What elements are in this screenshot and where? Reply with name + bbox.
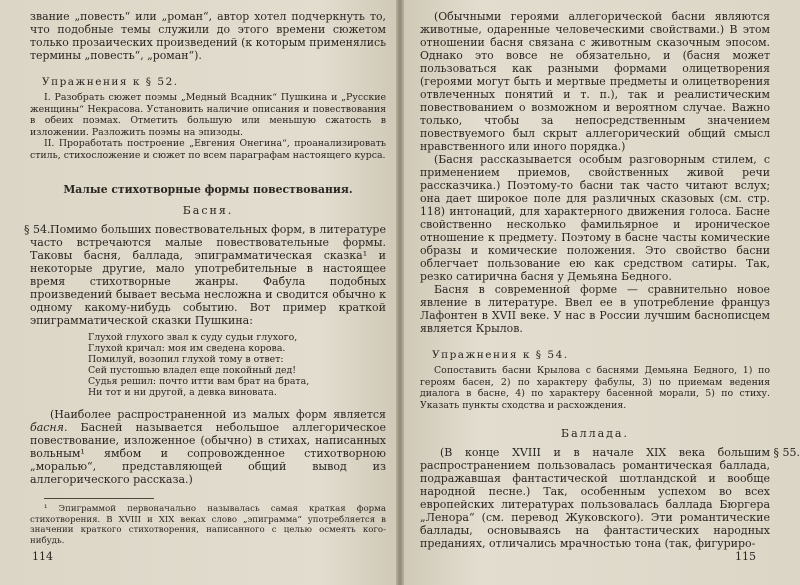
- fable-term: басня: [30, 421, 64, 434]
- exercise-52-item-1: I. Разобрать сюжет поэмы „Медный Всадник“ Пушкина и „Русские женщины“ Некрасова. Установить наличие описания и повествования в обеих поэмах. Отметить большую или меньшую сжатость в изложении. Разложить поэмы на эпизоды.: [30, 92, 386, 138]
- fable-definition-rest: . Басней называется небольшое аллегорическое повествование, изложенное (обычно) в стихах, написанных вольным¹ ямбом и сопровожденное стихотворною „моралью“, представляющей общий вывод из аллегорического рассказа.): [30, 421, 386, 486]
- exercise-54-text: Сопоставить басни Крылова с баснями Демьяна Бедного, 1) по героям басен, 2) по характеру фабулы, 3) по приемам ведения диалога в басне, 4) по характеру басенной морали, 5) по стиху. Указать пункты сходства и расхождения.: [420, 365, 770, 411]
- intro-paragraph: звание „повесть“ или „роман“, автор хотел подчеркнуть то, что подобные темы служили до этого времени сюжетом только прозаических произведений (к которым применялись термины „повесть“, „роман“).: [30, 10, 386, 62]
- paragraph-55: [420, 446, 800, 550]
- subsection-heading-fable: Басня.: [182, 204, 234, 217]
- footnote: ¹ Эпиграммой первоначально называлась самая краткая форма стихотворения. В XVIII и XIX веках слово „эпиграмма“ употребляется в значении краткого стихотворения, написанного с целью осмеять кого-нибудь.: [30, 504, 386, 546]
- ballad-text: (В конце XVIII и в начале XIX века большим распространением пользовалась романтическая баллада, подражавшая фантастической шотландской и вообще народной песне.) Так, особенным успехом во всех европейских литературах пользовалась баллада Бюргера „Ленора“ (см. перевод Жуковского). Эти романтические баллады, основываясь на фантастических народных преданиях, отличались мрачностью тона (так, фигуриро-: [420, 446, 770, 550]
- paragraph-number: § 54.: [24, 223, 51, 236]
- fable-definition-start: (Наиболее распространенной из малых форм является: [50, 408, 386, 421]
- poem-line: Ни тот и ни другой, а девка виновата.: [88, 387, 277, 398]
- poem-line: Глухой глухого звал к суду судьи глухого,: [88, 332, 298, 343]
- poem-line: Судья решил: почто итти вам брат на брата,: [88, 376, 310, 387]
- right-page: [400, 0, 800, 585]
- paragraph-54: [24, 223, 386, 327]
- fable-definition: [30, 408, 386, 486]
- paragraph-number: § 55.: [773, 446, 800, 459]
- exercise-52-item-2: II. Проработать построение „Евгения Онегина“, проанализировать стиль, стихосложение и сюжет по всем параграфам настоящего курса.: [30, 138, 386, 161]
- pushkin-poem: [88, 332, 386, 398]
- fable-history-paragraph: Басня в современной форме — сравнительно новое явление в литературе. Ввел ее в употребление француз Лафонтен в XVII веке. У нас в России лучшим баснописцем является Крылов.: [420, 283, 770, 335]
- page-number-right: 115: [735, 550, 756, 563]
- section-heading: Малые стихотворные формы повествования.: [63, 183, 353, 196]
- exercise-52-heading: Упражнения к § 52.: [42, 76, 179, 88]
- paragraph-54-text: Помимо больших повествовательных форм, в литературе часто встречаются малые повествовательные формы. Таковы басня, баллада, эпиграмматическая сказка¹ и некоторые другие, мало употребительные в настоящее время стихотворные жанры. Фабула подобных произведений бывает весьма несложна и сводится обычно к одному какому-нибудь событию. Вот пример краткой эпиграмматической сказки Пушкина:: [30, 223, 386, 327]
- poem-line: Глухой кричал: моя им сведена корова.: [88, 343, 286, 354]
- page-number-left: 114: [32, 550, 53, 563]
- poem-line: Сей пустошью владел еще покойный дед!: [88, 365, 297, 376]
- subsection-heading-ballad: Баллада.: [560, 427, 629, 440]
- fable-style-paragraph: (Басня рассказывается особым разговорным стилем, с применением приемов, свойственных живой речи рассказчика.) Поэтому-то басни так часто читают вслух; она дает широкое поле для различных сказовых (см. стр. 118) интонаций, для характерного движения голоса. Басне свойственно несколько фамильярное и ироническое отношение к предмету. Поэтому в басне часты комические образы и комические положения. Это свойство басни облегчает пользование ею как средством сатиры. Так, резко сатирична басня у Демьяна Бедного.: [420, 153, 770, 283]
- exercise-54-heading: Упражнения к § 54.: [432, 349, 569, 361]
- poem-line: Помилуй, возопил глухой тому в ответ:: [88, 354, 284, 365]
- footnote-divider: [44, 498, 154, 499]
- book-gutter: [396, 0, 404, 585]
- fable-heroes-paragraph: (Обычными героями аллегорической басни являются животные, одаренные человеческими свойствами.) В этом отношении басня связана с животным сказочным эпосом. Однако это вовсе не обязательно, и (басня может пользоваться как разными формами олицетворения (героями могут быть и мертвые предметы и олицетворения отвлеченных понятий и т. п.), так и реалистическим повествованием о возможном и вероятном случае. Важно только, чтобы за непосредственным значением повествуемого был скрыт аллегорический общий смысл нравственного или иного порядка.): [420, 10, 770, 153]
